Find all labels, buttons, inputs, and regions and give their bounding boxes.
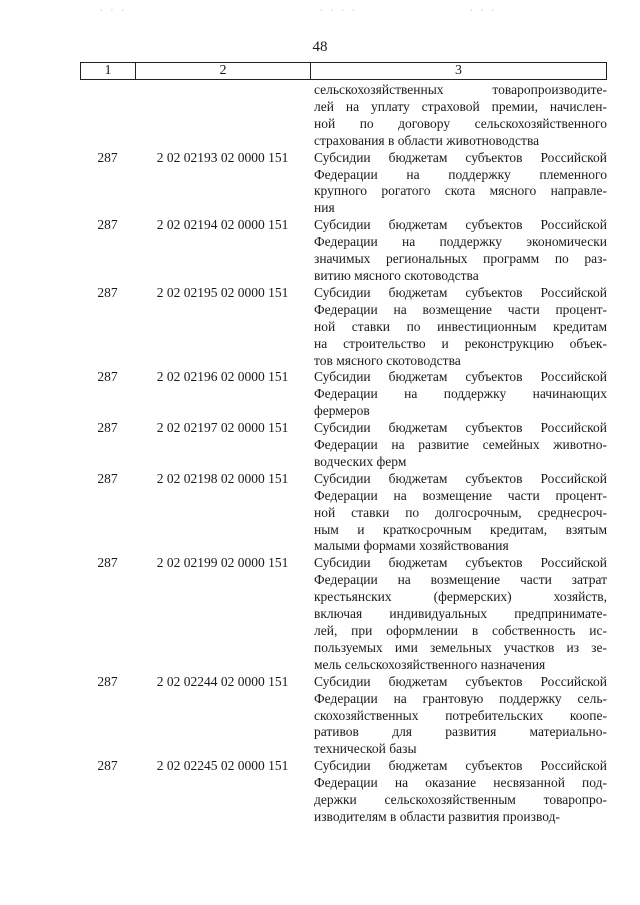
header-col-1: 1 [81, 63, 136, 79]
table-row [80, 150, 607, 218]
income-name-cell [310, 555, 607, 673]
text-line: Субсидии бюджетам субъектов Российской [314, 555, 607, 571]
scan-specks-left: · · · [100, 6, 127, 15]
income-code-cell: 2 02 02197 02 0000 151 [156, 420, 289, 436]
text-line: Федерации на оказание несвязанной под- [314, 775, 607, 791]
table-row [80, 758, 607, 826]
text-line: Субсидии бюджетам субъектов Российской [314, 470, 607, 486]
income-code-cell: 2 02 02193 02 0000 151 [156, 149, 289, 165]
text-line: Субсидии бюджетам субъектов Российской [314, 369, 607, 385]
text-line: фермеров [314, 403, 370, 419]
text-line: малыми формами хозяйствования [314, 538, 509, 554]
text-line: Субсидии бюджетам субъектов Российской [314, 673, 607, 689]
text-line: крестьянских (фермерских) хозяйств, [314, 589, 607, 605]
text-line: ной ставки по инвестиционным кредитам [314, 318, 607, 334]
text-line: технической базы [314, 741, 417, 757]
text-line: скохозяйственных потребительских коопе- [314, 707, 607, 723]
income-name-cell [310, 217, 607, 285]
text-line: витию мясного скотоводства [314, 267, 479, 283]
table-body [80, 82, 607, 826]
admin-code-cell: 287 [97, 420, 118, 436]
scan-specks-right: · · · [470, 6, 497, 15]
text-line: Субсидии бюджетам субъектов Российской [314, 758, 607, 774]
text-line: ной по договору сельскохозяйственного [314, 115, 607, 131]
admin-code-cell: 287 [97, 284, 118, 300]
admin-code-cell: 287 [97, 555, 118, 571]
text-line: на строительство и реконструкцию объек- [314, 335, 607, 351]
admin-code-cell: 287 [97, 673, 118, 689]
text-line: сельскохозяйственных товаропроизводите- [314, 82, 607, 97]
table-header [80, 62, 607, 80]
income-name-cell [310, 82, 607, 150]
text-line: Субсидии бюджетам субъектов Российской [314, 149, 607, 165]
table-row [80, 217, 607, 285]
income-name-cell [310, 758, 607, 826]
text-line: лей на уплату страховой премии, начислен- [314, 98, 607, 114]
text-line: Федерации на грантовую поддержку сель- [314, 690, 607, 706]
text-line: пользуемых ими земельных участков из зе- [314, 639, 607, 655]
text-line: ративов для развития материально- [314, 724, 607, 740]
text-line: ния [314, 200, 335, 216]
income-code-cell: 2 02 02196 02 0000 151 [156, 369, 289, 385]
admin-code-cell: 287 [97, 149, 118, 165]
header-col-3: 3 [455, 63, 462, 78]
text-line: ным и краткосрочным кредитам, взятым [314, 521, 607, 537]
table-row [80, 555, 607, 673]
text-line: Субсидии бюджетам субъектов Российской [314, 284, 607, 300]
income-name-cell [310, 285, 607, 370]
text-line: Федерации на возмещение части затрат [314, 572, 607, 588]
income-name-cell [310, 471, 607, 556]
scan-specks-center: · · · · [320, 6, 358, 15]
table-row [80, 285, 607, 370]
text-line: Федерации на возмещение части процент- [314, 487, 607, 503]
page-number: 48 [312, 39, 328, 55]
text-line: крупного рогатого скота мясного направле- [314, 183, 607, 199]
text-line: Федерации на возмещение части процент- [314, 301, 607, 317]
table-row [80, 420, 607, 471]
text-line: включая индивидуальных предпринимате- [314, 606, 607, 622]
text-line: мель сельскохозяйственного назначения [314, 656, 546, 672]
text-line: водческих ферм [314, 453, 407, 469]
admin-code-cell: 287 [97, 369, 118, 385]
income-code-cell: 2 02 02199 02 0000 151 [156, 555, 289, 571]
text-line: Федерации на поддержку племенного [314, 166, 607, 182]
text-line: лей, при оформлении в собственность ис- [314, 623, 607, 638]
text-line: Субсидии бюджетам субъектов Российской [314, 217, 607, 233]
income-name-cell [310, 420, 607, 471]
text-line: ной ставки по долгосрочным, среднесроч- [314, 504, 607, 520]
income-name-cell [310, 150, 607, 218]
text-line: держки сельскохозяйственным товаропро- [314, 792, 607, 808]
admin-code-cell: 287 [97, 470, 118, 486]
income-code-cell: 2 02 02245 02 0000 151 [156, 758, 289, 774]
text-line: изводителям в области развития производ- [314, 808, 560, 824]
text-line: тов мясного скотоводства [314, 352, 461, 368]
text-line: значимых региональных программ по раз- [314, 251, 607, 267]
admin-code-cell: 287 [97, 758, 118, 774]
table-row [80, 471, 607, 556]
table-row [80, 674, 607, 759]
text-line: Федерации на развитие семейных животно- [314, 437, 607, 453]
income-code-cell: 2 02 02194 02 0000 151 [156, 217, 289, 233]
table-row [80, 369, 607, 420]
income-code-cell: 2 02 02244 02 0000 151 [156, 673, 289, 689]
income-name-cell [310, 674, 607, 759]
income-code-cell: 2 02 02198 02 0000 151 [156, 470, 289, 486]
admin-code-cell: 287 [97, 217, 118, 233]
income-name-cell [310, 369, 607, 420]
header-col-2: 2 [136, 63, 311, 79]
continuation-row [80, 82, 607, 150]
text-line: страхования в области животноводства [314, 132, 540, 148]
text-line: Федерации на поддержку начинающих [314, 386, 607, 402]
income-code-cell: 2 02 02195 02 0000 151 [156, 284, 289, 300]
text-line: Субсидии бюджетам субъектов Российской [314, 420, 607, 436]
text-line: Федерации на поддержку экономически [314, 234, 607, 250]
